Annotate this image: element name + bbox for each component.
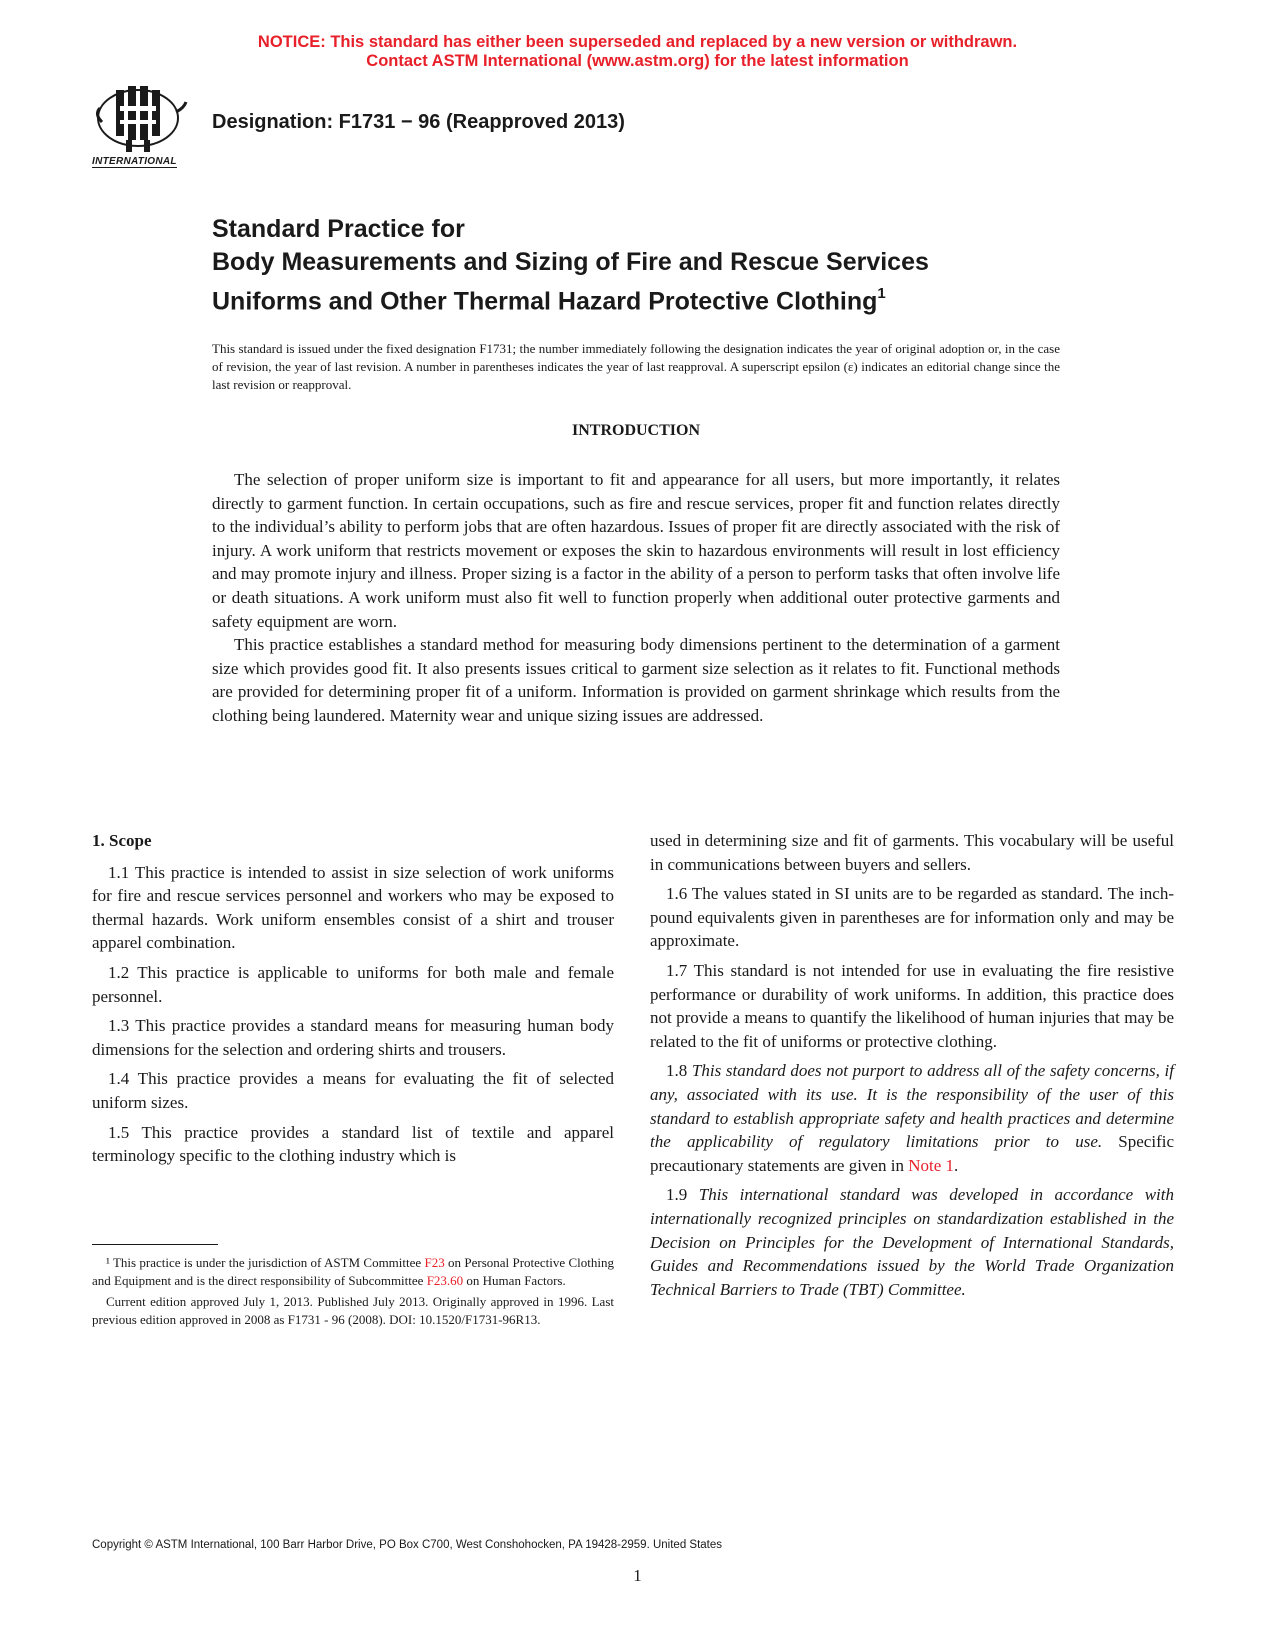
issued-note: This standard is issued under the fixed designation F1731; the number immediately following the designation indicates the year of original adoption or, in the case of revision, the year of last revision. A number in parentheses indicates the year of last reapproval. A superscript epsilon (ε) indicates an editorial change since the last revision or reapproval. bbox=[212, 341, 1060, 392]
scope-heading: 1. Scope bbox=[92, 831, 152, 850]
section-1-8 bbox=[650, 1059, 1174, 1177]
f23-60-link[interactable]: F23.60 bbox=[426, 1272, 464, 1288]
title-line-3-text: Uniforms and Other Thermal Hazard Protective Clothing bbox=[212, 287, 878, 316]
title-line-3 bbox=[212, 279, 1112, 318]
title-line-2: Body Measurements and Sizing of Fire and Rescue Services bbox=[212, 248, 929, 276]
copyright: Copyright © ASTM International, 100 Barr Harbor Drive, PO Box C700, West Conshohocken, PA 19428-2959. United States bbox=[92, 1539, 723, 1551]
introduction-paragraph-2: This practice establishes a standard method for measuring body dimensions pertinent to the determination of a garment size which provides good fit. It also presents issues critical to garment size selection as it relates to fit. Functional methods are provided for determining proper fit of a uniform. Information is provided on garment shrinkage which results from the clothing being laundered. Maternity wear and unique sizing issues are addressed. bbox=[212, 635, 1060, 725]
section-1-6: 1.6 The values stated in SI units are to be regarded as standard. The inch-pound equivalents given in parentheses are for information only and may be approximate. bbox=[650, 884, 1174, 951]
footnote-edition: Current edition approved July 1, 2013. Published July 2013. Originally approved in 1996. Last previous edition approved in 2008 as F1731 - 96 (2008). DOI: 10.1520/F1731-96R13. bbox=[92, 1294, 614, 1327]
astm-logo bbox=[92, 82, 202, 172]
section-1-8-tail: Specific precautionary statements are given in bbox=[650, 1132, 1174, 1175]
introduction-heading: INTRODUCTION bbox=[571, 422, 700, 439]
section-1-2: 1.2 This practice is applicable to uniforms for both male and female personnel. bbox=[92, 962, 614, 1006]
section-1-5-continued: used in determining size and fit of garments. This vocabulary will be useful in communications between buyers and sellers. bbox=[650, 831, 1174, 874]
designation: Designation: F1731 − 96 (Reapproved 2013) bbox=[212, 111, 625, 133]
left-column bbox=[92, 829, 614, 1174]
section-1-3: 1.3 This practice provides a standard means for measuring human body dimensions for the selection and ordering shirts and trousers. bbox=[92, 1016, 614, 1059]
section-1-8-number: 1.8 bbox=[666, 1061, 692, 1081]
section-1-8-end: . bbox=[954, 1155, 959, 1175]
introduction-body bbox=[212, 468, 1060, 728]
right-column bbox=[650, 829, 1174, 1307]
notice-line-2: Contact ASTM International (www.astm.org) for the latest information bbox=[366, 52, 909, 70]
section-1-7: 1.7 This standard is not intended for use in evaluating the fire resistive performance or durability of work uniforms. In addition, this practice does not provide a means to quantify the likelihood of human injuries that may be related to the fit of uniforms or protective clothing. bbox=[650, 960, 1174, 1051]
introduction-paragraph-1: The selection of proper uniform size is important to fit and appearance for all users, but more importantly, it relates directly to garment function. In certain occupations, such as fire and rescue services, proper fit and function relates directly to the individual’s ability to perform jobs that are often hazardous. Issues of proper fit are directly associated with the risk of injury. A work uniform that restricts movement or exposes the skin to hazardous environments will result in lost efficiency and may promote injury and illness. Proper sizing is a factor in the ability of a person to perform tasks that often involve life or death situations. A work uniform must also fit well to function properly when additional outer protective garments and safety equipment are worn. bbox=[212, 470, 1060, 631]
footnote-1-pre: ¹ This practice is under the jurisdiction of ASTM Committee bbox=[106, 1255, 425, 1270]
section-1-5: 1.5 This practice provides a standard list of textile and apparel terminology specific to the clothing industry which is bbox=[92, 1122, 614, 1166]
title-line-1: Standard Practice for bbox=[212, 215, 465, 243]
title-footnote-mark: 1 bbox=[877, 285, 886, 302]
page-number: 1 bbox=[633, 1566, 642, 1585]
notice-line-1: NOTICE: This standard has either been superseded and replaced by a new version or withdrawn. bbox=[257, 33, 1018, 51]
section-1-9-number: 1.9 bbox=[666, 1185, 699, 1205]
section-1-9 bbox=[650, 1183, 1174, 1301]
footnote-1 bbox=[92, 1254, 614, 1289]
note-1-link[interactable]: Note 1 bbox=[908, 1155, 955, 1175]
section-1-4: 1.4 This practice provides a means for evaluating the fit of selected uniform sizes. bbox=[92, 1069, 614, 1112]
footnote-1-end: on Human Factors. bbox=[463, 1272, 566, 1288]
footnote-divider bbox=[92, 1244, 218, 1245]
document-title bbox=[212, 213, 1112, 318]
section-1-1: 1.1 This practice is intended to assist in size selection of work uniforms for fire and rescue services personnel and workers who may be exposed to thermal hazards. Work uniform ensembles consist of a shirt and trouser apparel combination. bbox=[92, 862, 614, 953]
footnotes bbox=[92, 1254, 614, 1332]
logo-international-text: INTERNATIONAL bbox=[92, 156, 177, 167]
section-1-8-italic: This standard does not purport to address all of the safety concerns, if any, associated with its use. It is the responsibility of the user of this standard to establish appropriate safety and health practices and determine the applicability of regulatory limitations prior to use. bbox=[650, 1061, 1174, 1152]
section-1-9-italic: This international standard was developed in accordance with internationally recognized principles on standardization established in the Decision on Principles for the Development of International Standards, Guides and Recommendations issued by the World Trade Organization Technical Barriers to Trade (TBT) Committee. bbox=[650, 1185, 1174, 1299]
f23-link[interactable]: F23 bbox=[424, 1255, 445, 1270]
footnote-1-mid: on Personal Protective Clothing and Equipment and is the direct responsibility of Subcommittee bbox=[92, 1255, 615, 1288]
